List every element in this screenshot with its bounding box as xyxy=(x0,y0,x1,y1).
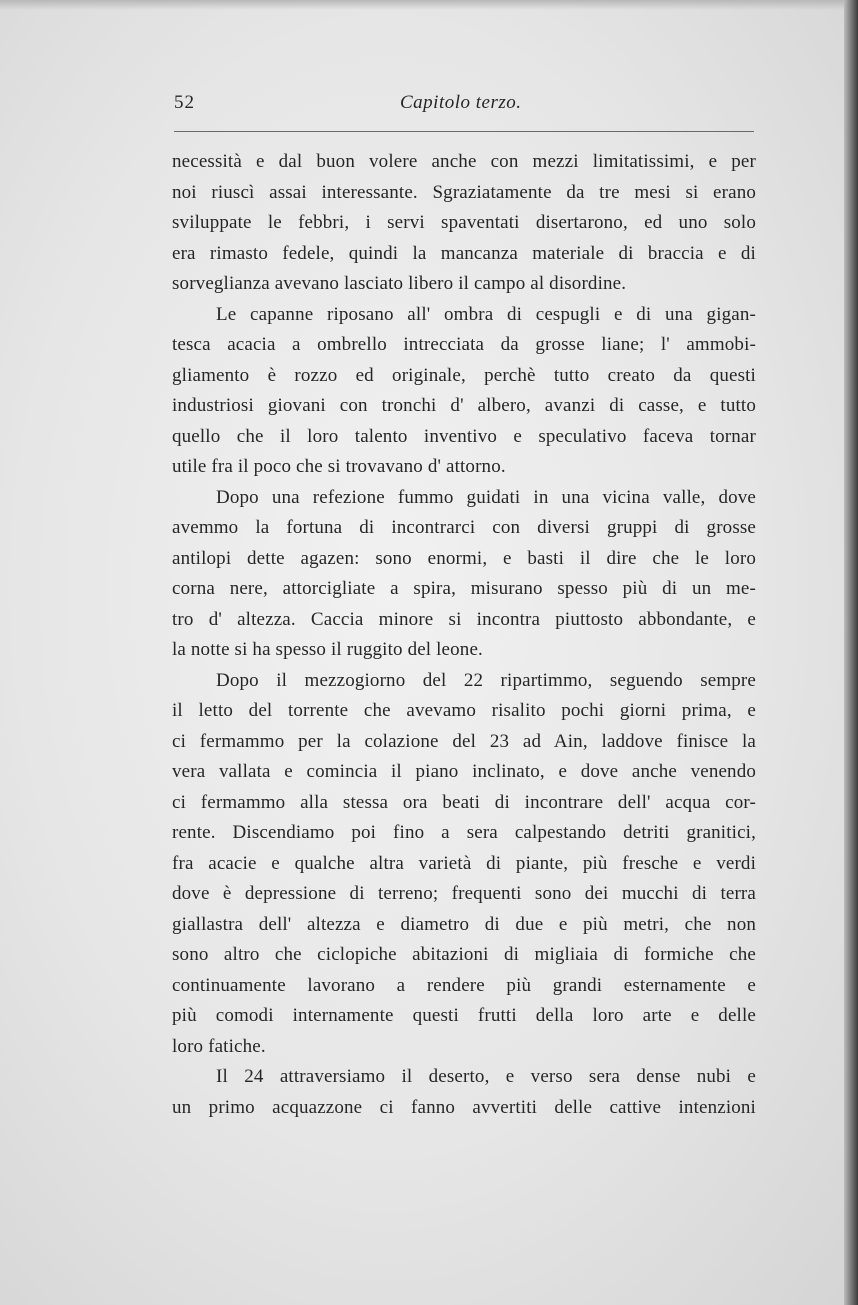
text-line: corna nere, attorcigliate a spira, misurano spesso più di un me- xyxy=(172,578,756,599)
text-line: noi riuscì assai interessante. Sgraziatamente da tre mesi si erano xyxy=(172,181,756,203)
text-line: sono altro che ciclopiche abitazioni di migliaia di formiche che xyxy=(172,944,756,965)
text-line: quello che il loro talento inventivo e speculativo faceva tornar xyxy=(172,425,756,447)
page-number: 52 xyxy=(174,92,195,113)
text-line: utile fra il poco che si trovavano d' attorno. xyxy=(172,456,506,477)
text-line: gliamento è rozzo ed originale, perchè tutto creato da questi xyxy=(172,364,756,386)
text-line: Dopo una refezione fummo guidati in una vicina valle, dove xyxy=(216,486,756,508)
text-line: necessità e dal buon volere anche con mezzi limitatissimi, e per xyxy=(172,151,756,172)
text-line: tesca acacia a ombrello intrecciata da grosse liane; l' ammobi- xyxy=(172,334,756,355)
header-rule xyxy=(174,131,754,132)
text-line: Le capanne riposano all' ombra di cespugli e di una gigan- xyxy=(216,303,756,325)
text-line: fra acacie e qualche altra varietà di piante, più fresche e verdi xyxy=(172,852,756,874)
text-line: più comodi internamente questi frutti della loro arte e delle xyxy=(172,1005,756,1026)
text-line: un primo acquazzone ci fanno avvertiti delle cattive intenzioni xyxy=(172,1096,756,1118)
text-line: il letto del torrente che avevamo risalito pochi giorni prima, e xyxy=(172,700,756,721)
text-line: Dopo il mezzogiorno del 22 ripartimmo, seguendo sempre xyxy=(216,669,756,691)
text-line: tro d' altezza. Caccia minore si incontra piuttosto abbondante, e xyxy=(172,608,756,630)
text-line: sviluppate le febbri, i servi spaventati disertarono, ed uno solo xyxy=(172,212,756,233)
text-line: dove è depressione di terreno; frequenti sono dei mucchi di terra xyxy=(172,883,756,904)
page-top-shadow xyxy=(0,0,858,10)
text-line: industriosi giovani con tronchi d' albero, avanzi di casse, e tutto xyxy=(172,395,756,416)
book-spine-edge xyxy=(844,0,858,1305)
text-line: antilopi dette agazen: sono enormi, e basti il dire che le loro xyxy=(172,547,756,569)
text-line: era rimasto fedele, quindi la mancanza materiale di braccia e di xyxy=(172,242,756,264)
body-text xyxy=(172,147,756,1123)
text-line: ci fermammo alla stessa ora beati di incontrare dell' acqua cor- xyxy=(172,791,756,813)
running-head xyxy=(174,92,754,122)
text-line: loro fatiche. xyxy=(172,1035,266,1057)
text-line: ci fermammo per la colazione del 23 ad Ain, laddove finisce la xyxy=(172,730,756,752)
text-line: rente. Discendiamo poi fino a sera calpestando detriti granitici, xyxy=(172,822,756,843)
text-line: la notte si ha spesso il ruggito del leone. xyxy=(172,639,483,660)
text-line: giallastra dell' altezza e diametro di due e più metri, che non xyxy=(172,913,756,935)
text-line: continuamente lavorano a rendere più grandi esternamente e xyxy=(172,974,756,996)
text-line: Il 24 attraversiamo il deserto, e verso sera dense nubi e xyxy=(216,1066,756,1087)
chapter-title: Capitolo terzo. xyxy=(400,92,522,113)
text-line: avemmo la fortuna di incontrarci con diversi gruppi di grosse xyxy=(172,517,756,538)
text-line: sorveglianza avevano lasciato libero il campo al disordine. xyxy=(172,273,627,294)
text-line: vera vallata e comincia il piano inclinato, e dove anche venendo xyxy=(172,761,756,782)
